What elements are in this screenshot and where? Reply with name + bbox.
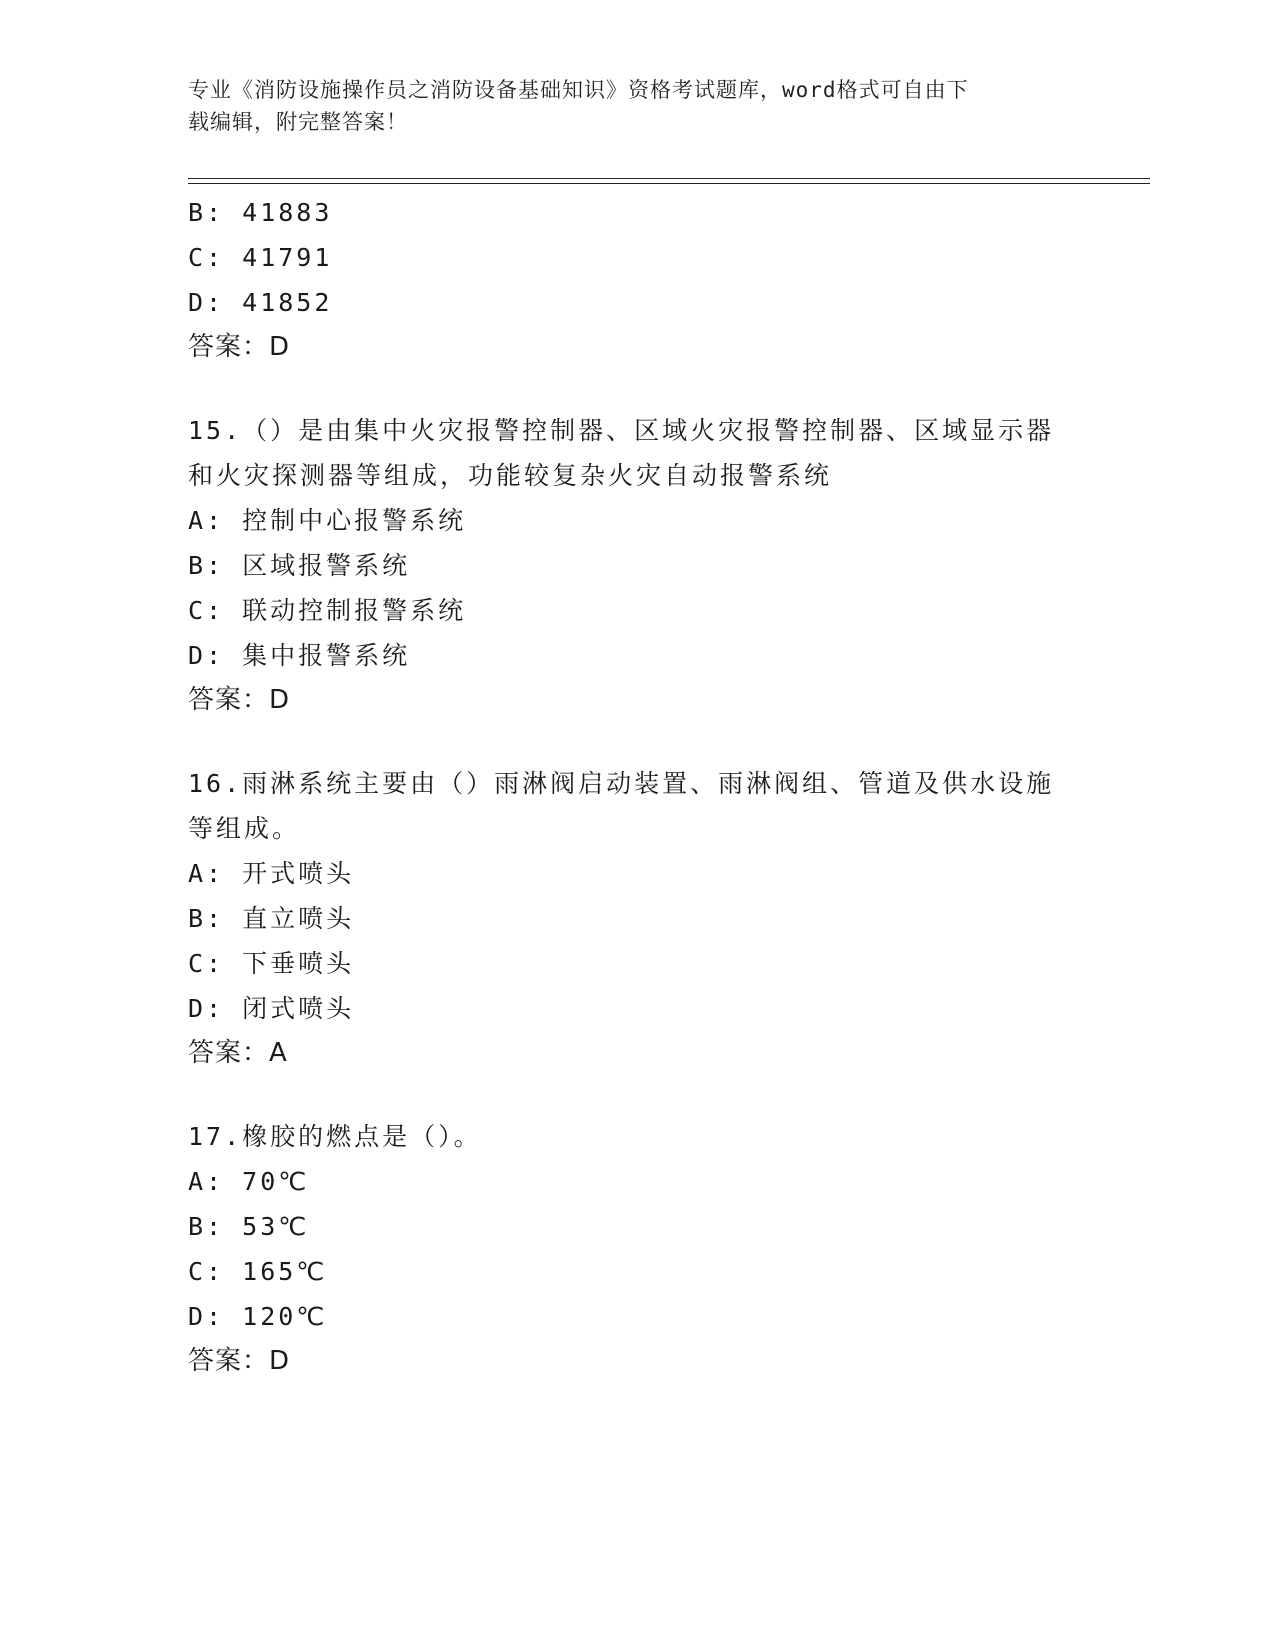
question-stem-line-1: 16.雨淋系统主要由（）雨淋阀启动装置、雨淋阀组、管道及供水设施 — [188, 769, 1055, 798]
spacer — [188, 370, 1088, 408]
option-a: A: 开式喷头 — [188, 859, 355, 888]
option-b: B: 区域报警系统 — [188, 551, 411, 580]
question-15 — [188, 408, 1088, 723]
header-line-1: 专业《消防设施操作员之消防设备基础知识》资格考试题库，word格式可自由下 — [188, 78, 969, 102]
option-d: D: 闭式喷头 — [188, 994, 355, 1023]
header-line-2: 载编辑，附完整答案！ — [188, 110, 408, 134]
option-d: D: 41852 — [188, 288, 333, 317]
question-16 — [188, 761, 1088, 1076]
answer: 答案：D — [188, 685, 291, 715]
answer: 答案：D — [188, 1346, 291, 1376]
question-content — [188, 190, 1088, 1384]
header-rule-bottom — [188, 183, 1150, 184]
header-rule-top — [188, 178, 1150, 179]
option-b: B: 直立喷头 — [188, 904, 355, 933]
answer: 答案：A — [188, 1038, 288, 1068]
option-b: B: 41883 — [188, 198, 333, 227]
answer: 答案：D — [188, 332, 291, 362]
option-d: D: 集中报警系统 — [188, 641, 411, 670]
spacer — [188, 1076, 1088, 1114]
question-17 — [188, 1114, 1088, 1384]
option-a: A: 70℃ — [188, 1167, 310, 1196]
question-14 — [188, 190, 1088, 370]
spacer — [188, 723, 1088, 761]
option-d: D: 120℃ — [188, 1302, 328, 1331]
question-stem-line-1: 15.（）是由集中火灾报警控制器、区域火灾报警控制器、区域显示器 — [188, 416, 1055, 445]
question-stem-line-2: 等组成。 — [188, 814, 301, 843]
option-b: B: 53℃ — [188, 1212, 310, 1241]
question-stem-line-1: 17.橡胶的燃点是（）。 — [188, 1122, 482, 1151]
option-a: A: 控制中心报警系统 — [188, 506, 467, 535]
option-c: C: 165℃ — [188, 1257, 328, 1286]
question-stem-line-2: 和火灾探测器等组成，功能较复杂火灾自动报警系统 — [188, 461, 833, 490]
page-header — [188, 74, 1068, 138]
option-c: C: 下垂喷头 — [188, 949, 355, 978]
option-c: C: 41791 — [188, 243, 333, 272]
option-c: C: 联动控制报警系统 — [188, 596, 467, 625]
